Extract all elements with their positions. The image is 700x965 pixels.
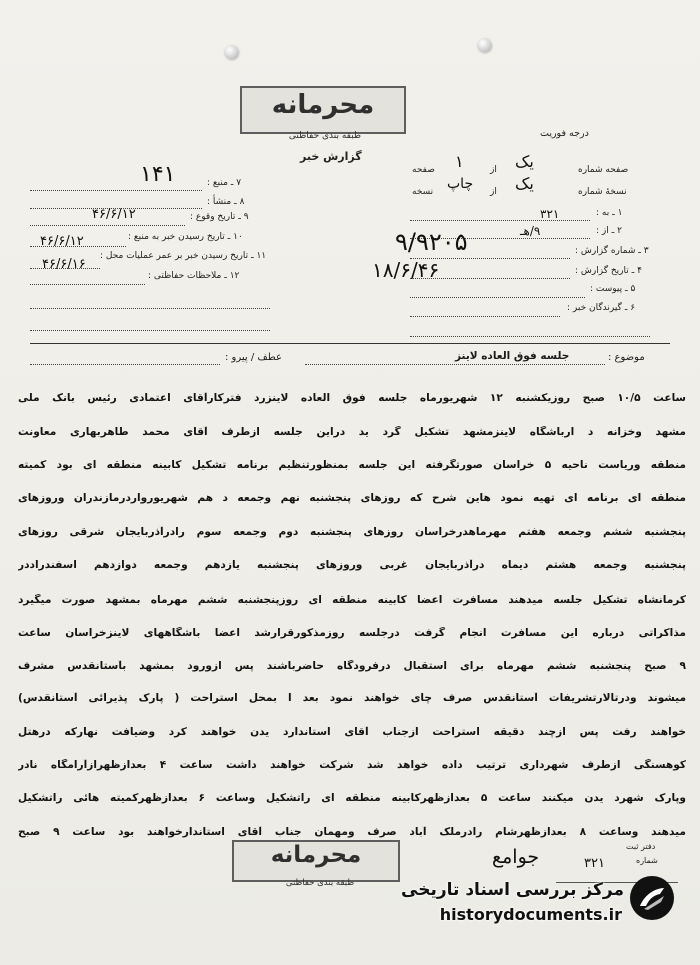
field-12-line-2 bbox=[30, 308, 270, 309]
body-line-1: ساعت ۱۰/۵ صبح روزیکشنبه ۱۲ شهریورماه جلسه فوق العاده لاینزرد فترکارآقای اعتمادی رئیس بانک ملی bbox=[18, 392, 686, 404]
field-6-line-1 bbox=[410, 316, 560, 317]
pin-right-icon bbox=[477, 38, 491, 52]
report-title: گزارش خبر bbox=[300, 150, 362, 163]
body-line-6: پنجشنبه وجمعه هشتم دیماه درآذربایجان غربی وروزهای پنجشنبه یازدهم وجمعه دوازدهم اسفندراددر bbox=[18, 559, 686, 571]
field-1-label: ۱ ـ به : bbox=[596, 208, 623, 218]
stamp-caption: طبقه بندی حفاظتی bbox=[288, 131, 362, 141]
copy-number-value: یک bbox=[515, 174, 534, 193]
classification-stamp-bottom bbox=[232, 840, 400, 882]
copy-from-label: از bbox=[490, 187, 497, 197]
body-line-14: میدهند وساعت ۸ بعدازظهرشام رادرملک آباد صرف ومهمان جناب آقای استاندارخواهند بود ساعت ۹ صبح bbox=[18, 826, 686, 838]
subject-value: جلسه فوق العاده لاینز bbox=[455, 350, 570, 362]
body-line-10: میشوند ودرتالارتشریفات آستانقدس صرف چای خواهند نمود بعد ا بمحل استراحت ( پارک پذیرائی آستانقدس) bbox=[18, 692, 686, 704]
watermark-title: مرکز بررسی اسناد تاریخی bbox=[401, 880, 624, 900]
field-4-value: ۱۸/۶/۴۶ bbox=[372, 258, 440, 282]
field-8-label: ۸ ـ منشأ : bbox=[207, 197, 245, 207]
field-7-line bbox=[30, 190, 202, 191]
subject-line bbox=[305, 364, 605, 365]
body-line-7: کرمانشاه تشکیل جلسه میدهند مسافرت اعضا کابینه منطقه ای روزپنجشنبه ششم مهرماه بمشهد صورت میگیرد bbox=[18, 594, 686, 606]
body-line-3: منطقه وریاست ناحیه ۵ خراسان صورتگرفته این جلسه بمنظورتنظیم برنامه تشکیل کابینه منطقه ای بود کمیته bbox=[18, 459, 686, 471]
field-9-value: ۴۶/۶/۱۲ bbox=[92, 207, 136, 222]
reference-line bbox=[30, 364, 220, 365]
field-3-value: ۹/۹۲۰۵ bbox=[395, 228, 468, 256]
page-total-value: ۱ bbox=[455, 152, 464, 171]
page-number-value: یک bbox=[515, 152, 534, 171]
body-line-12: کوهسنگی ازطرف شهرداری ترتیب داده خواهد شد شرکت خواهند داشت ساعت ۴ بعدازظهرازآرامگاه نادر bbox=[18, 759, 686, 771]
body-line-9: ۹ صبح پنجشنبه ششم مهرماه برای استقبال درفرودگاه حاضرباشند پس ازورود بمشهد بآستانقدس مشرف bbox=[18, 660, 686, 672]
copy-total-value: چاپ bbox=[447, 176, 474, 192]
header-divider bbox=[30, 343, 670, 344]
page-suffix-label: صفحه bbox=[412, 165, 435, 175]
body-line-2: مشهد وخزانه د ارباشگاه لاینزمشهد تشکیل گرد ید دراین جلسه ازطرف آقای محمد طاهربهاری معاونت bbox=[18, 426, 686, 438]
field-6-label: ۶ ـ گیرندگان خبر : bbox=[567, 303, 636, 313]
stamp-word: محرمانه bbox=[271, 90, 375, 120]
field-9-label: ۹ ـ تاریخ وقوع : bbox=[190, 212, 249, 222]
field-11-label: ۱۱ ـ تاریخ رسیدن خبر بر عمر عملیات محل : bbox=[100, 251, 267, 261]
page-from-label: از bbox=[490, 165, 497, 175]
receipt-value: ۳۲۱ bbox=[584, 856, 605, 871]
field-1-line bbox=[410, 220, 590, 221]
field-11-value: ۴۶/۶/۱۶ bbox=[42, 257, 86, 272]
body-line-5: پنجشنبه ششم وجمعه هفتم مهرماهدرخراسان روزهای پنجشنبه دوم وجمعه سوم رادرآذربایجان شرقی روزهای bbox=[18, 526, 686, 538]
field-12-label: ۱۲ ـ ملاحظات حفاظتی : bbox=[148, 271, 240, 281]
copy-suffix-label: نسخه bbox=[412, 187, 434, 197]
reference-label: عطف / پیرو : bbox=[225, 352, 282, 363]
archive-logo-icon bbox=[630, 876, 674, 920]
field-12-line-3 bbox=[30, 330, 270, 331]
urgency-label: درجه فوریت bbox=[540, 128, 589, 139]
field-1-value: ۳۲۱ bbox=[540, 207, 560, 221]
body-line-4: منطقه ای برنامه ای تهیه نمود هاین شرح که روزهای پنجشنبه نهم وجمعه د هم شهریورواردرمازندران وروزهای bbox=[18, 492, 686, 504]
field-7-label: ۷ ـ منبع : bbox=[207, 178, 242, 188]
field-2-label: ۲ ـ از : bbox=[596, 226, 622, 236]
subject-label: موضوع : bbox=[608, 352, 645, 363]
classification-stamp-top bbox=[240, 86, 406, 134]
receipt-number-label: شماره bbox=[636, 856, 658, 865]
archive-logo-glyph bbox=[630, 876, 674, 920]
field-5-line bbox=[410, 297, 585, 298]
watermark-url[interactable]: historydocuments.ir bbox=[439, 905, 622, 924]
field-3-label: ۳ ـ شماره گزارش : bbox=[575, 246, 649, 256]
handwritten-note: جوامع bbox=[492, 846, 540, 868]
field-10-value: ۴۶/۶/۱۲ bbox=[40, 234, 84, 249]
body-line-8: مذاکراتی درباره این مسافرت انجام گرفت درجلسه روزمذکورقرارشد اعضا باشگاههای لاینزخراسان ساعت bbox=[18, 627, 686, 639]
receipt-label: دفتر ثبت bbox=[626, 842, 656, 851]
copy-number-label: نسخهٔ شماره bbox=[578, 187, 627, 197]
field-2-value: ۹/هـ bbox=[520, 224, 541, 238]
stamp-caption-bottom: طبقه بندی حفاظتی bbox=[285, 878, 355, 888]
field-5-label: ۵ ـ پیوست : bbox=[590, 284, 636, 294]
field-9-line bbox=[30, 225, 185, 226]
field-10-label: ۱۰ ـ تاریخ رسیدن خبر به منبع : bbox=[128, 232, 243, 242]
pin-left-icon bbox=[224, 45, 238, 59]
page-number-label: صفحه شماره bbox=[578, 165, 629, 175]
field-6-line-2 bbox=[410, 336, 650, 337]
field-7-value: ۱۴۱ bbox=[140, 162, 176, 187]
stamp-word-bottom: محرمانه bbox=[270, 842, 362, 868]
body-line-13: وپارک شهرد یدن میکنند ساعت ۵ بعدازظهرکابینه منطقه ای راتشکیل وساعت ۶ بعدازظهرکمیته هائی راتشکیل bbox=[18, 792, 686, 804]
field-4-label: ۴ ـ تاریخ گزارش : bbox=[575, 266, 642, 276]
body-line-11: خواهند رفت پس ازچند دقیقه استراحت ازجناب آقای استاندارد یدن خواهند کرد وضیافت نهارکه درهتل bbox=[18, 726, 686, 738]
field-12-line-1 bbox=[30, 284, 145, 285]
